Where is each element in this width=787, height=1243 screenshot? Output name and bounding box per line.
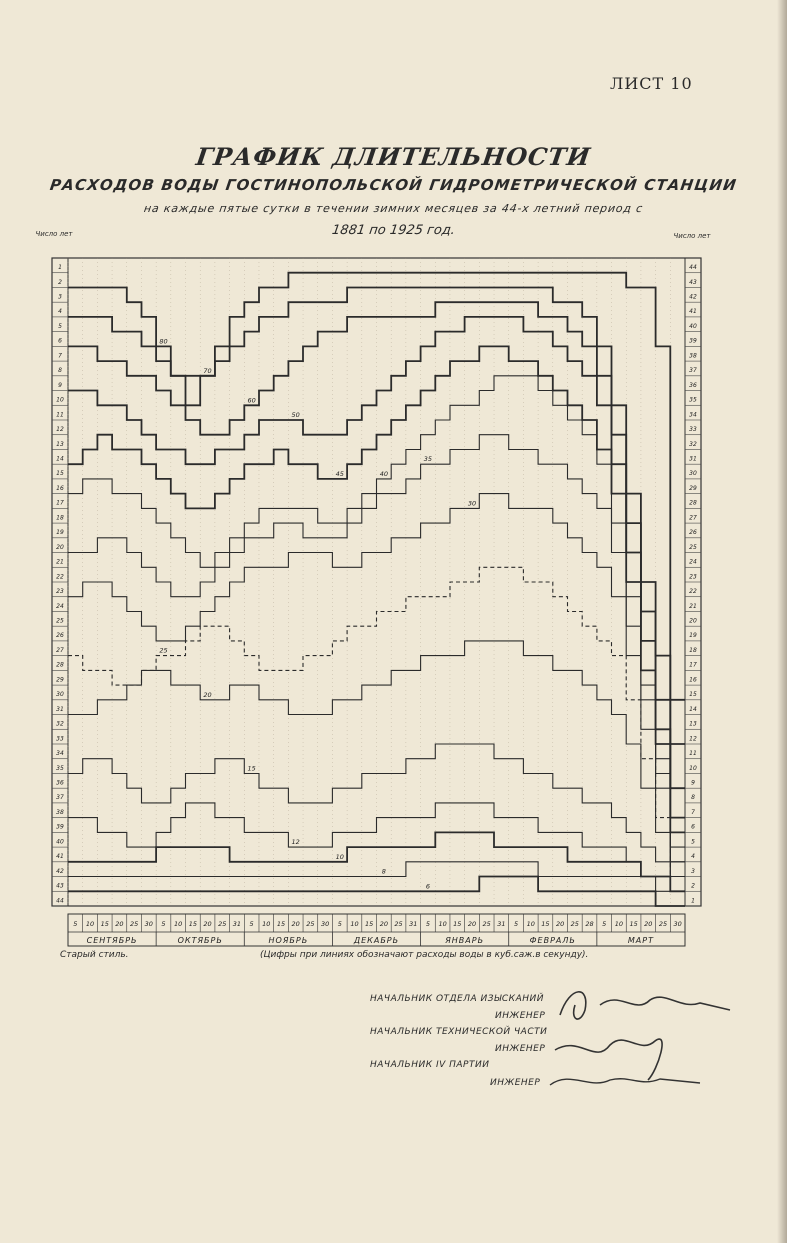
left-tick-label: 13 — [56, 440, 64, 448]
left-tick-label: 35 — [56, 764, 64, 772]
series-value-label: 60 — [247, 396, 256, 405]
right-tick-label: 29 — [689, 484, 697, 492]
day-tick-label: 10 — [614, 920, 624, 928]
day-tick-label: 25 — [658, 920, 668, 928]
day-tick-label: 30 — [144, 920, 153, 928]
signature-title-3: ИНЖЕНЕР — [490, 1078, 541, 1088]
right-tick-label: 18 — [689, 646, 697, 654]
left-tick-label: 1 — [58, 264, 62, 272]
left-tick-label: 36 — [56, 779, 64, 787]
right-tick-label: 4 — [691, 853, 695, 861]
left-tick-label: 34 — [56, 750, 64, 758]
right-tick-label: 32 — [689, 440, 697, 448]
day-tick-label: 5 — [425, 920, 430, 928]
signature-title-2: ИНЖЕНЕР — [495, 1044, 546, 1054]
right-tick-label: 17 — [689, 661, 697, 669]
left-axis-label: Число лет — [35, 230, 73, 238]
legend-note: (Цифры при линиях обозначают расходы воды в куб.саж.в секунду). — [260, 950, 589, 960]
day-tick-label: 31 — [409, 920, 418, 928]
day-tick-label: 15 — [276, 920, 286, 928]
month-label: НОЯБРЬ — [268, 936, 309, 945]
left-tick-label: 23 — [56, 588, 64, 596]
month-label: СЕНТЯБРЬ — [86, 936, 138, 945]
day-tick-label: 30 — [673, 920, 682, 928]
series-value-label: 30 — [467, 499, 477, 508]
left-tick-label: 8 — [58, 367, 62, 375]
right-tick-label: 27 — [689, 514, 697, 522]
right-tick-label: 41 — [689, 308, 697, 316]
left-tick-label: 17 — [56, 499, 64, 507]
left-tick-label: 26 — [56, 632, 64, 640]
right-tick-label: 33 — [689, 426, 697, 434]
right-tick-label: 34 — [689, 411, 697, 419]
day-tick-label: 10 — [350, 920, 359, 928]
right-tick-label: 12 — [689, 735, 697, 743]
right-tick-label: 9 — [691, 779, 695, 787]
series-value-label: 10 — [335, 852, 344, 861]
series-value-label: 50 — [291, 411, 300, 419]
right-tick-label: 5 — [691, 838, 695, 846]
day-tick-label: 15 — [629, 920, 638, 928]
right-tick-label: 21 — [689, 602, 697, 610]
left-tick-label: 11 — [56, 411, 64, 419]
day-tick-label: 15 — [365, 920, 374, 928]
right-tick-label: 8 — [691, 794, 695, 802]
signature-title-1: ИНЖЕНЕР — [495, 1011, 546, 1021]
old-style-note: Старый стиль. — [60, 950, 129, 960]
right-tick-label: 40 — [689, 322, 697, 330]
left-tick-label: 31 — [56, 705, 64, 713]
signature-role-3: НАЧАЛЬНИК IV ПАРТИИ — [370, 1060, 490, 1070]
right-tick-label: 23 — [689, 573, 697, 581]
right-tick-label: 7 — [691, 808, 695, 816]
day-tick-label: 25 — [394, 920, 403, 928]
day-tick-label: 20 — [115, 920, 124, 928]
left-tick-label: 28 — [56, 661, 64, 669]
right-tick-label: 16 — [689, 676, 697, 684]
left-tick-label: 44 — [56, 897, 64, 905]
day-tick-label: 15 — [453, 920, 462, 928]
right-axis-label: Число лет — [673, 232, 711, 240]
right-tick-label: 30 — [689, 470, 697, 478]
day-tick-label: 10 — [262, 920, 271, 928]
month-label: ФЕВРАЛЬ — [529, 936, 576, 945]
series-value-label: 6 — [425, 882, 430, 891]
left-tick-label: 38 — [56, 808, 64, 816]
day-tick-label: 15 — [100, 920, 109, 928]
day-tick-label: 20 — [467, 920, 477, 928]
left-tick-label: 7 — [58, 352, 62, 360]
left-tick-label: 30 — [56, 691, 64, 699]
day-tick-label: 20 — [644, 920, 653, 928]
day-tick-label: 20 — [291, 920, 300, 928]
right-tick-label: 19 — [689, 632, 697, 640]
day-tick-label: 20 — [555, 920, 565, 928]
left-tick-label: 37 — [56, 794, 64, 802]
right-tick-label: 26 — [689, 529, 697, 537]
month-label: МАРТ — [627, 936, 654, 945]
signature-role-1: НАЧАЛЬНИК ОТДЕЛА ИЗЫСКАНИЙ — [370, 994, 544, 1004]
day-tick-label: 28 — [585, 920, 594, 928]
right-tick-label: 24 — [689, 558, 697, 566]
series-value-label: 8 — [381, 867, 386, 876]
day-tick-label: 10 — [526, 920, 535, 928]
right-tick-label: 10 — [689, 764, 697, 772]
right-tick-label: 25 — [689, 543, 697, 551]
right-tick-label: 6 — [691, 823, 695, 831]
day-tick-label: 31 — [497, 920, 506, 928]
series-value-label: 35 — [423, 455, 433, 464]
left-tick-label: 24 — [56, 602, 64, 610]
left-tick-label: 43 — [56, 882, 64, 890]
series-value-label: 15 — [247, 764, 256, 773]
left-tick-label: 3 — [58, 293, 62, 301]
right-tick-label: 38 — [689, 352, 697, 360]
series-value-label: 25 — [159, 646, 168, 655]
left-tick-label: 15 — [56, 470, 64, 478]
handwritten-signatures — [540, 975, 740, 1095]
day-tick-label: 5 — [161, 920, 166, 928]
right-tick-label: 15 — [689, 691, 697, 699]
left-tick-label: 27 — [56, 646, 64, 654]
series-line — [68, 288, 685, 745]
left-tick-label: 6 — [58, 337, 62, 345]
left-tick-label: 14 — [56, 455, 64, 463]
series-line — [68, 877, 685, 907]
left-tick-label: 16 — [56, 484, 64, 492]
left-tick-label: 41 — [56, 853, 64, 861]
day-tick-label: 31 — [232, 920, 242, 928]
day-tick-label: 25 — [570, 920, 579, 928]
series-value-label: 45 — [335, 469, 344, 478]
chart-title: ГРАФИК ДЛИТЕЛЬНОСТИ — [194, 142, 593, 171]
series-value-label: 80 — [159, 337, 168, 346]
series-value-label: 12 — [291, 838, 300, 847]
right-tick-label: 35 — [689, 396, 697, 404]
right-tick-label: 1 — [691, 897, 695, 905]
left-tick-label: 21 — [56, 558, 64, 566]
left-tick-label: 22 — [56, 573, 64, 581]
left-tick-label: 20 — [56, 543, 64, 551]
day-tick-label: 20 — [379, 920, 388, 928]
left-tick-label: 18 — [56, 514, 64, 522]
day-tick-label: 30 — [320, 920, 330, 928]
day-tick-label: 25 — [306, 920, 315, 928]
left-tick-label: 33 — [56, 735, 64, 743]
left-tick-label: 5 — [58, 322, 62, 330]
day-tick-label: 10 — [174, 920, 183, 928]
day-tick-label: 20 — [203, 920, 212, 928]
right-tick-label: 22 — [689, 588, 697, 596]
left-tick-label: 10 — [56, 396, 64, 404]
month-label: ОКТЯБРЬ — [177, 936, 223, 945]
day-tick-label: 5 — [602, 920, 607, 928]
day-tick-label: 5 — [73, 920, 78, 928]
day-tick-label: 5 — [249, 920, 254, 928]
right-tick-label: 44 — [689, 264, 697, 272]
series-value-label: 70 — [203, 366, 212, 375]
right-tick-label: 11 — [689, 750, 697, 758]
month-label: ЯНВАРЬ — [445, 936, 485, 945]
right-tick-label: 43 — [689, 278, 697, 286]
day-tick-label: 15 — [541, 920, 550, 928]
sheet-number: ЛИСТ 10 — [610, 74, 693, 93]
day-tick-label: 15 — [188, 920, 198, 928]
series-value-label: 20 — [203, 690, 212, 699]
right-tick-label: 3 — [691, 867, 695, 875]
day-tick-label: 10 — [438, 920, 447, 928]
right-tick-label: 39 — [689, 337, 697, 345]
signature-role-2: НАЧАЛЬНИК ТЕХНИЧЕСКОЙ ЧАСТИ — [370, 1027, 548, 1037]
left-tick-label: 4 — [58, 308, 62, 316]
day-tick-label: 25 — [129, 920, 139, 928]
left-tick-label: 32 — [56, 720, 64, 728]
series-value-label: 40 — [379, 469, 388, 478]
left-tick-label: 39 — [56, 823, 64, 831]
right-tick-label: 20 — [689, 617, 697, 625]
left-tick-label: 19 — [56, 529, 64, 537]
chart-subtitle: РАСХОДОВ ВОДЫ ГОСТИНОПОЛЬСКОЙ ГИДРОМЕТРИЧЕСКОЙ СТАНЦИИ — [48, 176, 739, 194]
right-tick-label: 13 — [689, 720, 697, 728]
right-tick-label: 36 — [689, 381, 697, 389]
right-tick-label: 31 — [689, 455, 697, 463]
left-tick-label: 40 — [56, 838, 64, 846]
left-tick-label: 12 — [56, 426, 64, 434]
chart-subtitle-line3: на каждые пятые сутки в течении зимних месяцев за 44-х летний период с — [143, 202, 644, 215]
day-tick-label: 5 — [513, 920, 519, 928]
month-label: ДЕКАБРЬ — [353, 936, 400, 945]
right-tick-label: 42 — [689, 293, 697, 301]
left-tick-label: 9 — [58, 381, 62, 389]
day-tick-label: 25 — [218, 920, 227, 928]
right-tick-label: 14 — [689, 705, 697, 713]
day-tick-label: 10 — [85, 920, 95, 928]
left-tick-label: 29 — [56, 676, 64, 684]
left-tick-label: 42 — [56, 867, 64, 875]
right-tick-label: 37 — [689, 367, 697, 375]
left-tick-label: 2 — [58, 278, 62, 286]
day-tick-label: 5 — [337, 920, 342, 928]
right-tick-label: 28 — [689, 499, 697, 507]
chart-period: 1881 по 1925 год. — [330, 223, 457, 238]
series-line — [68, 346, 685, 832]
right-tick-label: 2 — [691, 882, 695, 890]
left-tick-label: 25 — [56, 617, 64, 625]
day-tick-label: 25 — [482, 920, 491, 928]
